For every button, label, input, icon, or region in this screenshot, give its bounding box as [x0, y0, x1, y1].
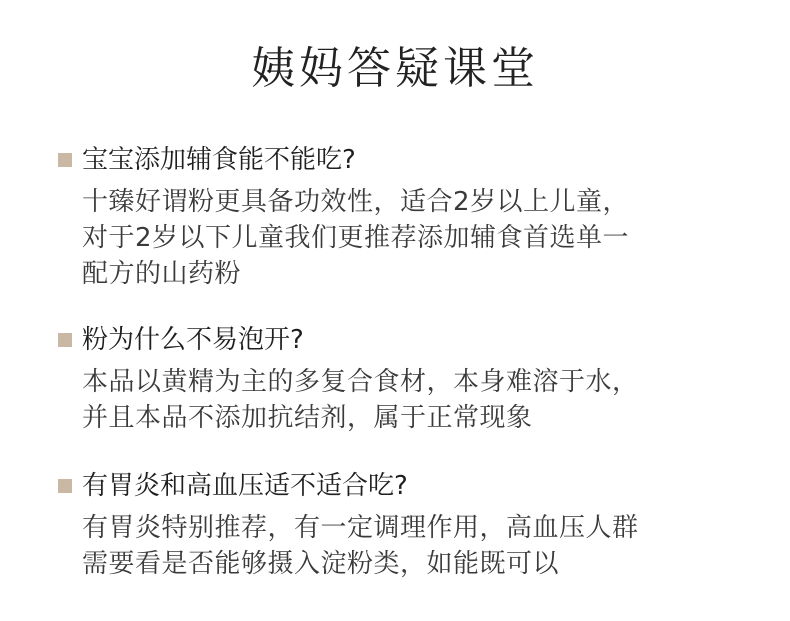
faq-question: [58, 466, 758, 506]
faq-question-text: 粉为什么不易泡开?: [82, 325, 304, 355]
faq-answer-line: 对于2岁以下儿童我们更推荐添加辅食首选单一: [82, 223, 630, 253]
faq-answer: [82, 184, 758, 292]
faq-answer-line: 并且本品不添加抗结剂，属于正常现象: [82, 403, 533, 433]
faq-question-text: 有胃炎和高血压适不适合吃?: [82, 471, 408, 501]
faq-item: [58, 466, 758, 582]
faq-item: [58, 320, 758, 436]
faq-question: [58, 320, 758, 360]
square-bullet-icon: [58, 479, 72, 493]
square-bullet-icon: [58, 153, 72, 167]
faq-answer-line: 有胃炎特别推荐，有一定调理作用，高血压人群: [82, 513, 639, 543]
faq-answer-line: 配方的山药粉: [82, 259, 242, 289]
faq-item: [58, 140, 758, 292]
faq-answer: [82, 510, 758, 582]
faq-answer-line: 本品以黄精为主的多复合食材，本身难溶于水，: [82, 367, 639, 397]
square-bullet-icon: [58, 333, 72, 347]
faq-question-text: 宝宝添加辅食能不能吃?: [82, 145, 356, 175]
page-title: 姨妈答疑课堂: [251, 43, 539, 94]
faq-answer-line: 需要看是否能够摄入淀粉类，如能既可以: [82, 549, 560, 579]
faq-answer-line: 十臻好谓粉更具备功效性，适合2岁以上儿童，: [82, 187, 630, 217]
faq-question: [58, 140, 758, 180]
faq-answer: [82, 364, 758, 436]
